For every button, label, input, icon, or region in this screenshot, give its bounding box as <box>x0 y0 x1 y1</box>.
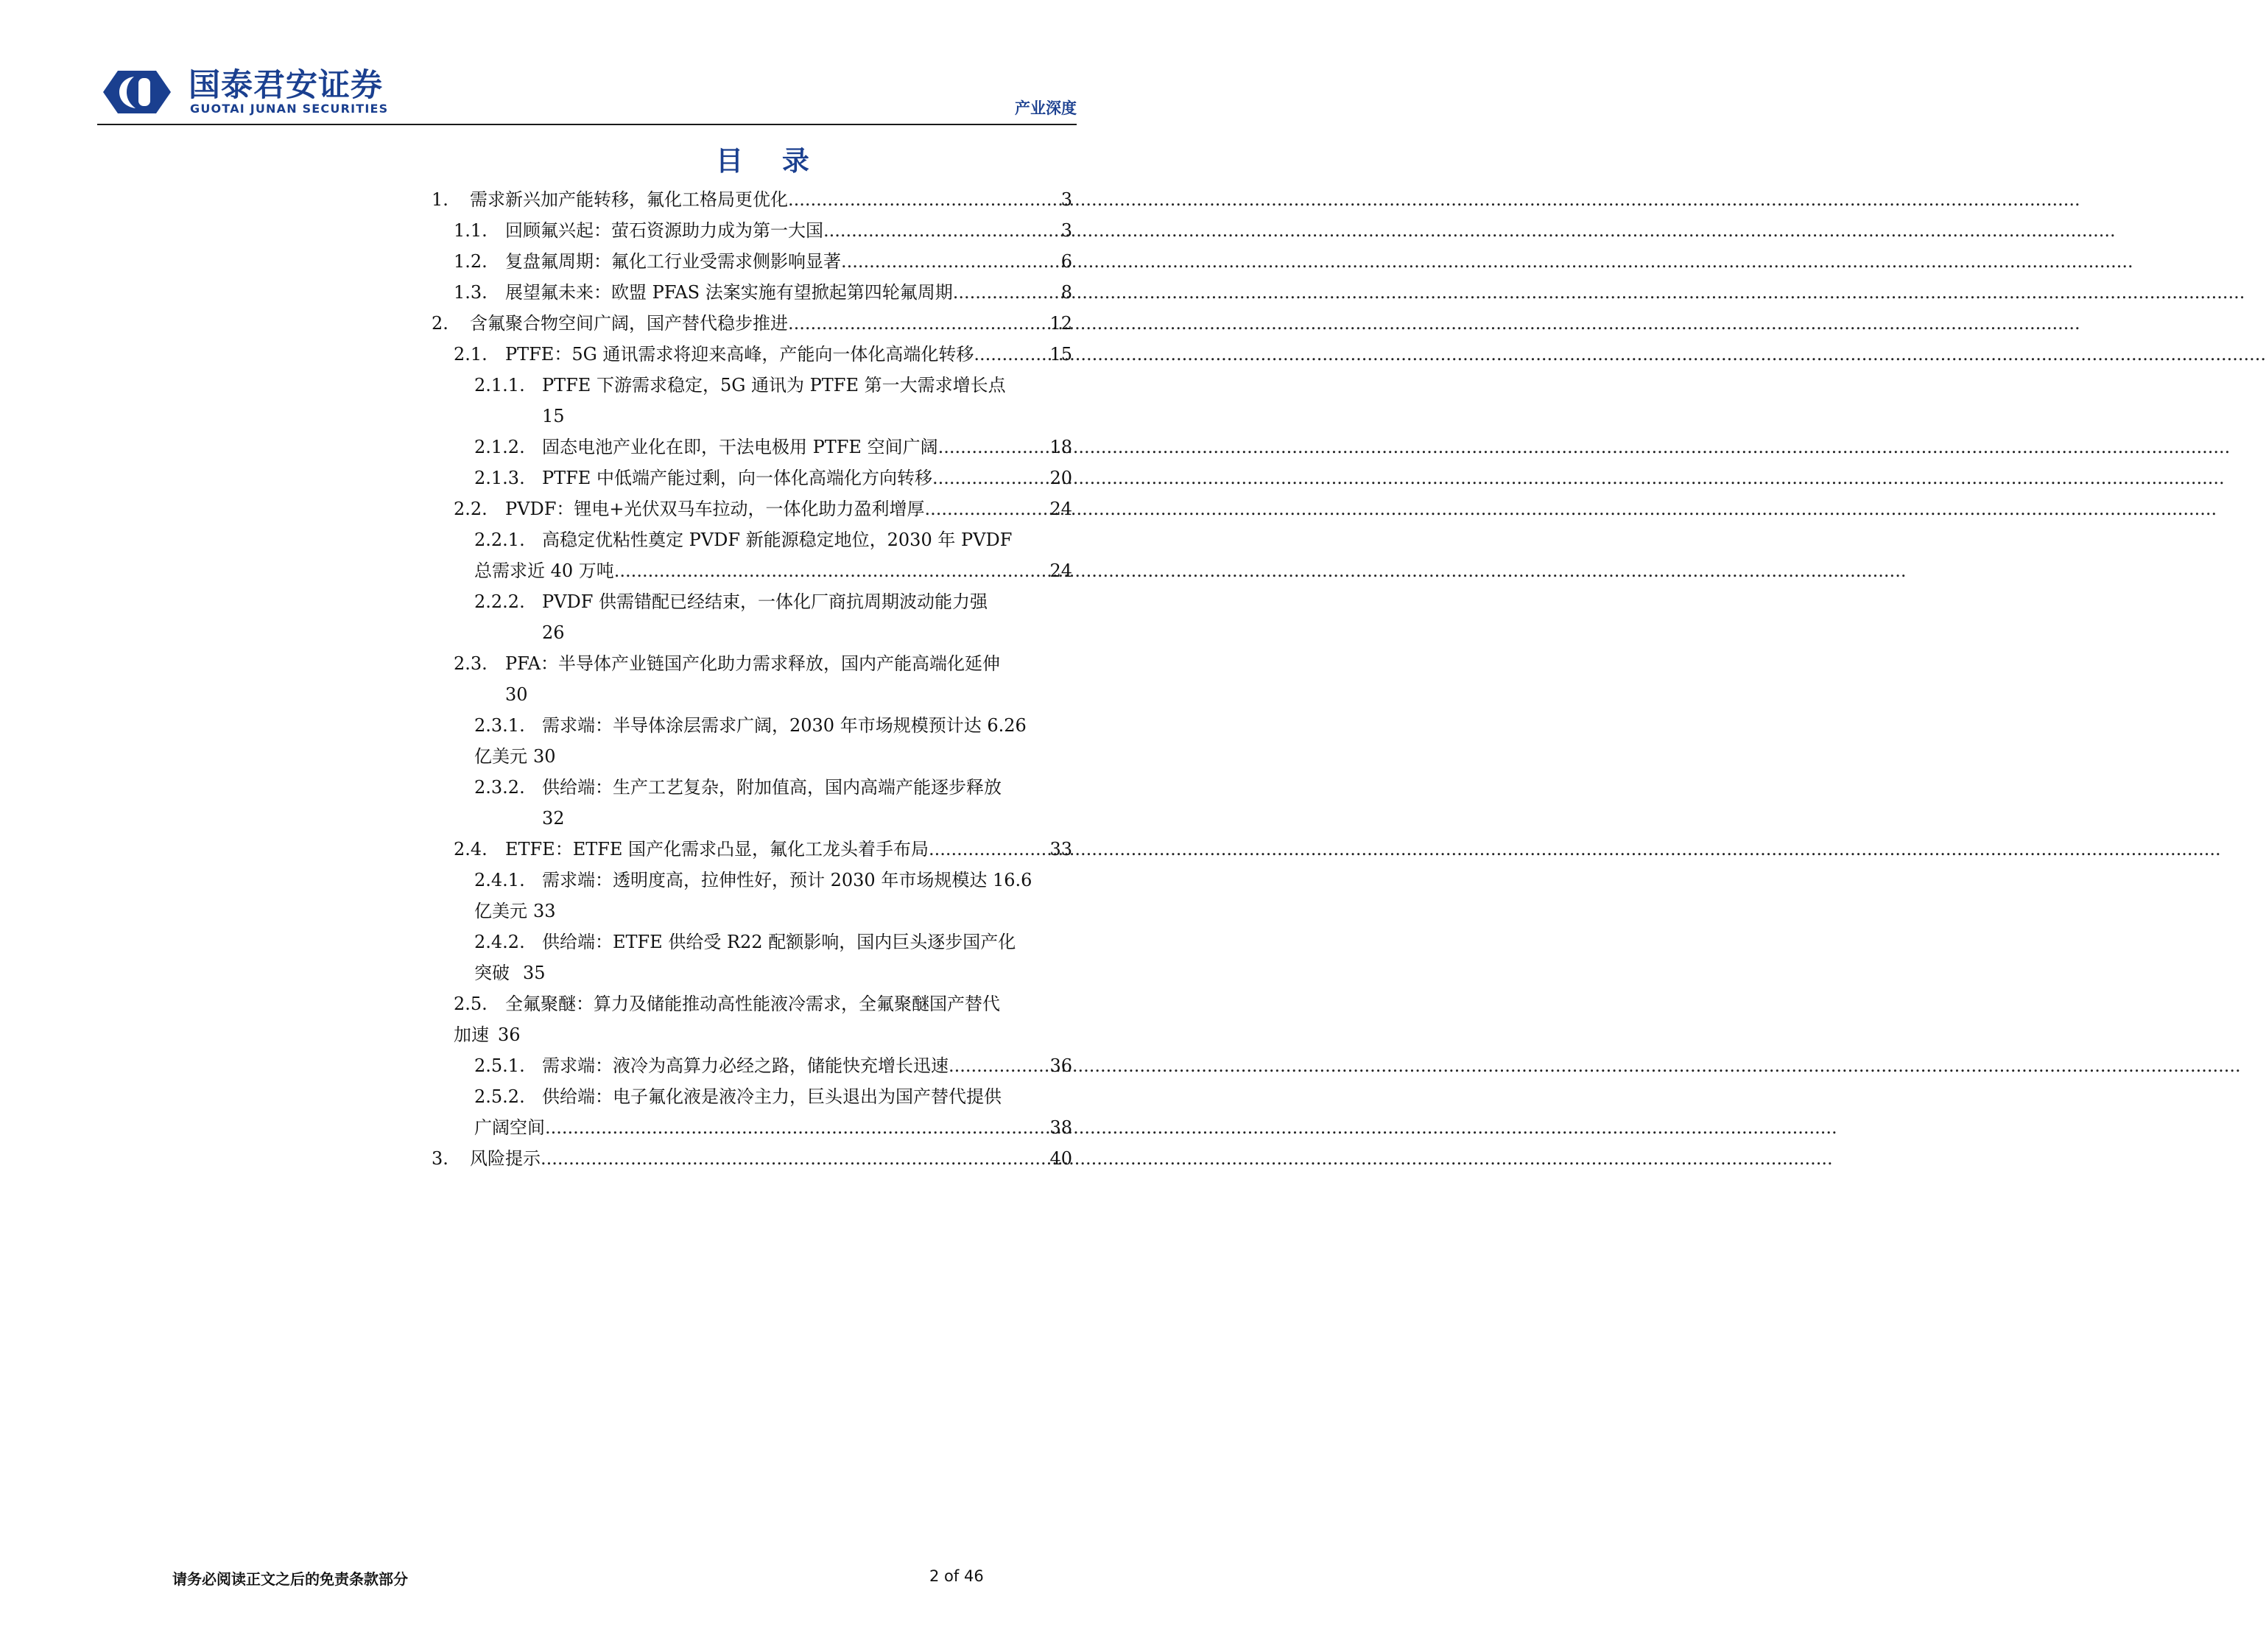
toc-number: 2.3.1. <box>474 715 525 736</box>
toc-label: 需求新兴加产能转移，氟化工格局更优化 <box>470 189 788 210</box>
toc-label-continued: 亿美元 <box>474 746 527 767</box>
header-divider <box>97 124 1077 125</box>
toc-number: 2. <box>432 313 448 334</box>
toc-entry-2-2[interactable] <box>432 493 1072 524</box>
table-of-contents <box>432 184 1072 1174</box>
page-header <box>97 65 1077 124</box>
toc-entry-2-1[interactable] <box>432 339 1072 370</box>
toc-page-number: 3 <box>1060 220 1072 241</box>
toc-label: 需求端：液冷为高算力必经之路，储能快充增长迅速 <box>542 1055 949 1076</box>
toc-page-number: 33 <box>533 901 556 921</box>
toc-page-number: 6 <box>1060 251 1072 272</box>
toc-page-number: 33 <box>1049 839 1072 860</box>
toc-label: 展望氟未来：欧盟 PFAS 法案实施有望掀起第四轮氟周期 <box>505 282 953 303</box>
toc-entry-1-3[interactable] <box>432 277 1072 308</box>
toc-page-number: 30 <box>505 684 528 705</box>
toc-label: PTFE：5G 通讯需求将迎来高峰，产能向一体化高端化转移 <box>505 344 974 365</box>
toc-entry-2[interactable] <box>432 308 1072 339</box>
toc-label: PVDF：锂电+光伏双马车拉动，一体化助力盈利增厚 <box>505 499 925 519</box>
leader-dots <box>541 1143 1048 1174</box>
toc-page-number: 24 <box>1049 499 1072 519</box>
toc-page-number: 20 <box>1049 468 1072 488</box>
toc-number: 2.5. <box>454 994 488 1014</box>
toc-number: 2.3. <box>454 653 488 674</box>
leader-dots <box>974 339 1048 370</box>
toc-label-continued: 亿美元 <box>474 901 527 921</box>
toc-page-number: 8 <box>1060 282 1072 303</box>
toc-page-number: 18 <box>1049 437 1072 457</box>
toc-label: 供给端：生产工艺复杂，附加值高，国内高端产能逐步释放 <box>542 777 1002 798</box>
toc-page-number: 12 <box>1049 313 1072 334</box>
leader-dots <box>788 184 1060 215</box>
toc-label-continued: 广阔空间 <box>474 1117 545 1138</box>
leader-dots <box>938 432 1049 463</box>
toc-entry-1-1[interactable] <box>432 215 1072 246</box>
toc-entry-2-2-1[interactable] <box>432 524 1072 586</box>
toc-entry-2-3-2[interactable] <box>432 772 1072 834</box>
toc-label: 需求端：半导体涂层需求广阔，2030 年市场规模预计达 6.26 <box>542 715 1027 736</box>
toc-label: PVDF 供需错配已经结束，一体化厂商抗周期波动能力强 <box>542 591 988 612</box>
toc-number: 1.1. <box>454 220 488 241</box>
toc-number: 2.5.2. <box>474 1086 525 1107</box>
toc-entry-2-1-2[interactable] <box>432 432 1072 463</box>
brand-name-en: GUOTAI JUNAN SECURITIES <box>190 102 389 116</box>
leader-dots <box>545 1112 1048 1143</box>
toc-label-continued: 总需求近 40 万吨 <box>474 560 614 581</box>
toc-label: 回顾氟兴起：萤石资源助力成为第一大国 <box>505 220 823 241</box>
toc-entry-2-5-1[interactable] <box>432 1050 1072 1081</box>
toc-label: 需求端：透明度高，拉伸性好，预计 2030 年市场规模达 16.6 <box>542 870 1032 890</box>
leader-dots <box>841 246 1060 277</box>
toc-number: 2.5.1. <box>474 1055 525 1076</box>
toc-number: 2.1.1. <box>474 375 525 396</box>
leader-dots <box>823 215 1060 246</box>
toc-page-number: 40 <box>1049 1148 1072 1169</box>
toc-label: 供给端：电子氟化液是液冷主力，巨头退出为国产替代提供 <box>542 1086 1002 1107</box>
toc-page-number: 3 <box>1060 189 1072 210</box>
toc-label: 风险提示 <box>470 1148 541 1169</box>
toc-title: 目 录 <box>716 145 824 177</box>
leader-dots <box>788 308 1048 339</box>
leader-dots <box>614 555 1049 586</box>
toc-label: 含氟聚合物空间广阔，国产替代稳步推进 <box>470 313 788 334</box>
toc-entry-1-2[interactable] <box>432 246 1072 277</box>
disclaimer-note: 请务必阅读正文之后的免责条款部分 <box>172 1570 408 1588</box>
toc-entry-2-5-2[interactable] <box>432 1081 1072 1143</box>
toc-label-continued: 突破 <box>474 963 510 983</box>
guotai-junan-logo-icon <box>102 68 172 116</box>
toc-number: 2.2.2. <box>474 591 525 612</box>
toc-entry-2-3-1[interactable] <box>432 710 1072 772</box>
toc-label: 复盘氟周期：氟化工行业受需求侧影响显著 <box>505 251 841 272</box>
toc-label: 高稳定优粘性奠定 PVDF 新能源稳定地位，2030 年 PVDF <box>542 530 1013 550</box>
toc-number: 2.2.1. <box>474 530 525 550</box>
toc-page-number: 36 <box>1049 1055 1072 1076</box>
toc-entry-2-3[interactable] <box>432 648 1072 710</box>
toc-number: 1.2. <box>454 251 488 272</box>
toc-page-number: 36 <box>498 1024 521 1045</box>
toc-page-number: 30 <box>533 746 556 767</box>
toc-number: 2.4. <box>454 839 488 860</box>
toc-number: 2.4.2. <box>474 932 525 952</box>
leader-dots <box>929 834 1048 865</box>
toc-number: 1. <box>432 189 448 210</box>
toc-number: 3. <box>432 1148 448 1169</box>
toc-number: 2.4.1. <box>474 870 525 890</box>
toc-label: PTFE 中低端产能过剩，向一体化高端化方向转移 <box>542 468 932 488</box>
toc-label: PTFE 下游需求稳定，5G 通讯为 PTFE 第一大需求增长点 <box>542 375 1006 396</box>
page-indicator: 2 of 46 <box>929 1567 984 1585</box>
toc-label-continued: 加速 <box>454 1024 489 1045</box>
toc-entry-2-1-3[interactable] <box>432 463 1072 493</box>
toc-entry-3[interactable] <box>432 1143 1072 1174</box>
toc-label: PFA：半导体产业链国产化助力需求释放，国内产能高端化延伸 <box>505 653 1001 674</box>
toc-entry-2-5[interactable] <box>432 988 1072 1050</box>
toc-entry-2-4-1[interactable] <box>432 865 1072 927</box>
toc-entry-2-4[interactable] <box>432 834 1072 865</box>
toc-number: 2.2. <box>454 499 488 519</box>
toc-number: 2.3.2. <box>474 777 525 798</box>
toc-page-number: 32 <box>542 808 565 829</box>
toc-entry-2-2-2[interactable] <box>432 586 1072 648</box>
toc-page-number: 26 <box>542 622 565 643</box>
toc-entry-1[interactable] <box>432 184 1072 215</box>
toc-entry-2-1-1[interactable] <box>432 370 1072 432</box>
toc-label: 固态电池产业化在即，干法电极用 PTFE 空间广阔 <box>542 437 938 457</box>
toc-page-number: 15 <box>1049 344 1072 365</box>
leader-dots <box>949 1050 1048 1081</box>
toc-entry-2-4-2[interactable] <box>432 927 1072 988</box>
leader-dots <box>953 277 1060 308</box>
leader-dots <box>924 493 1048 524</box>
leader-dots <box>932 463 1048 493</box>
toc-page-number: 38 <box>1049 1117 1072 1138</box>
toc-number: 2.1.2. <box>474 437 525 457</box>
toc-page-number: 35 <box>523 963 546 983</box>
report-category: 产业深度 <box>1015 99 1077 117</box>
toc-number: 1.3. <box>454 282 488 303</box>
toc-label: 供给端：ETFE 供给受 R22 配额影响，国内巨头逐步国产化 <box>542 932 1016 952</box>
toc-page-number: 24 <box>1049 560 1072 581</box>
toc-label: 全氟聚醚：算力及储能推动高性能液冷需求，全氟聚醚国产替代 <box>505 994 1000 1014</box>
toc-number: 2.1. <box>454 344 488 365</box>
toc-label: ETFE：ETFE 国产化需求凸显，氟化工龙头着手布局 <box>505 839 929 860</box>
toc-page-number: 15 <box>542 406 565 426</box>
brand-name-cn: 国泰君安证券 <box>189 67 383 104</box>
toc-number: 2.1.3. <box>474 468 525 488</box>
